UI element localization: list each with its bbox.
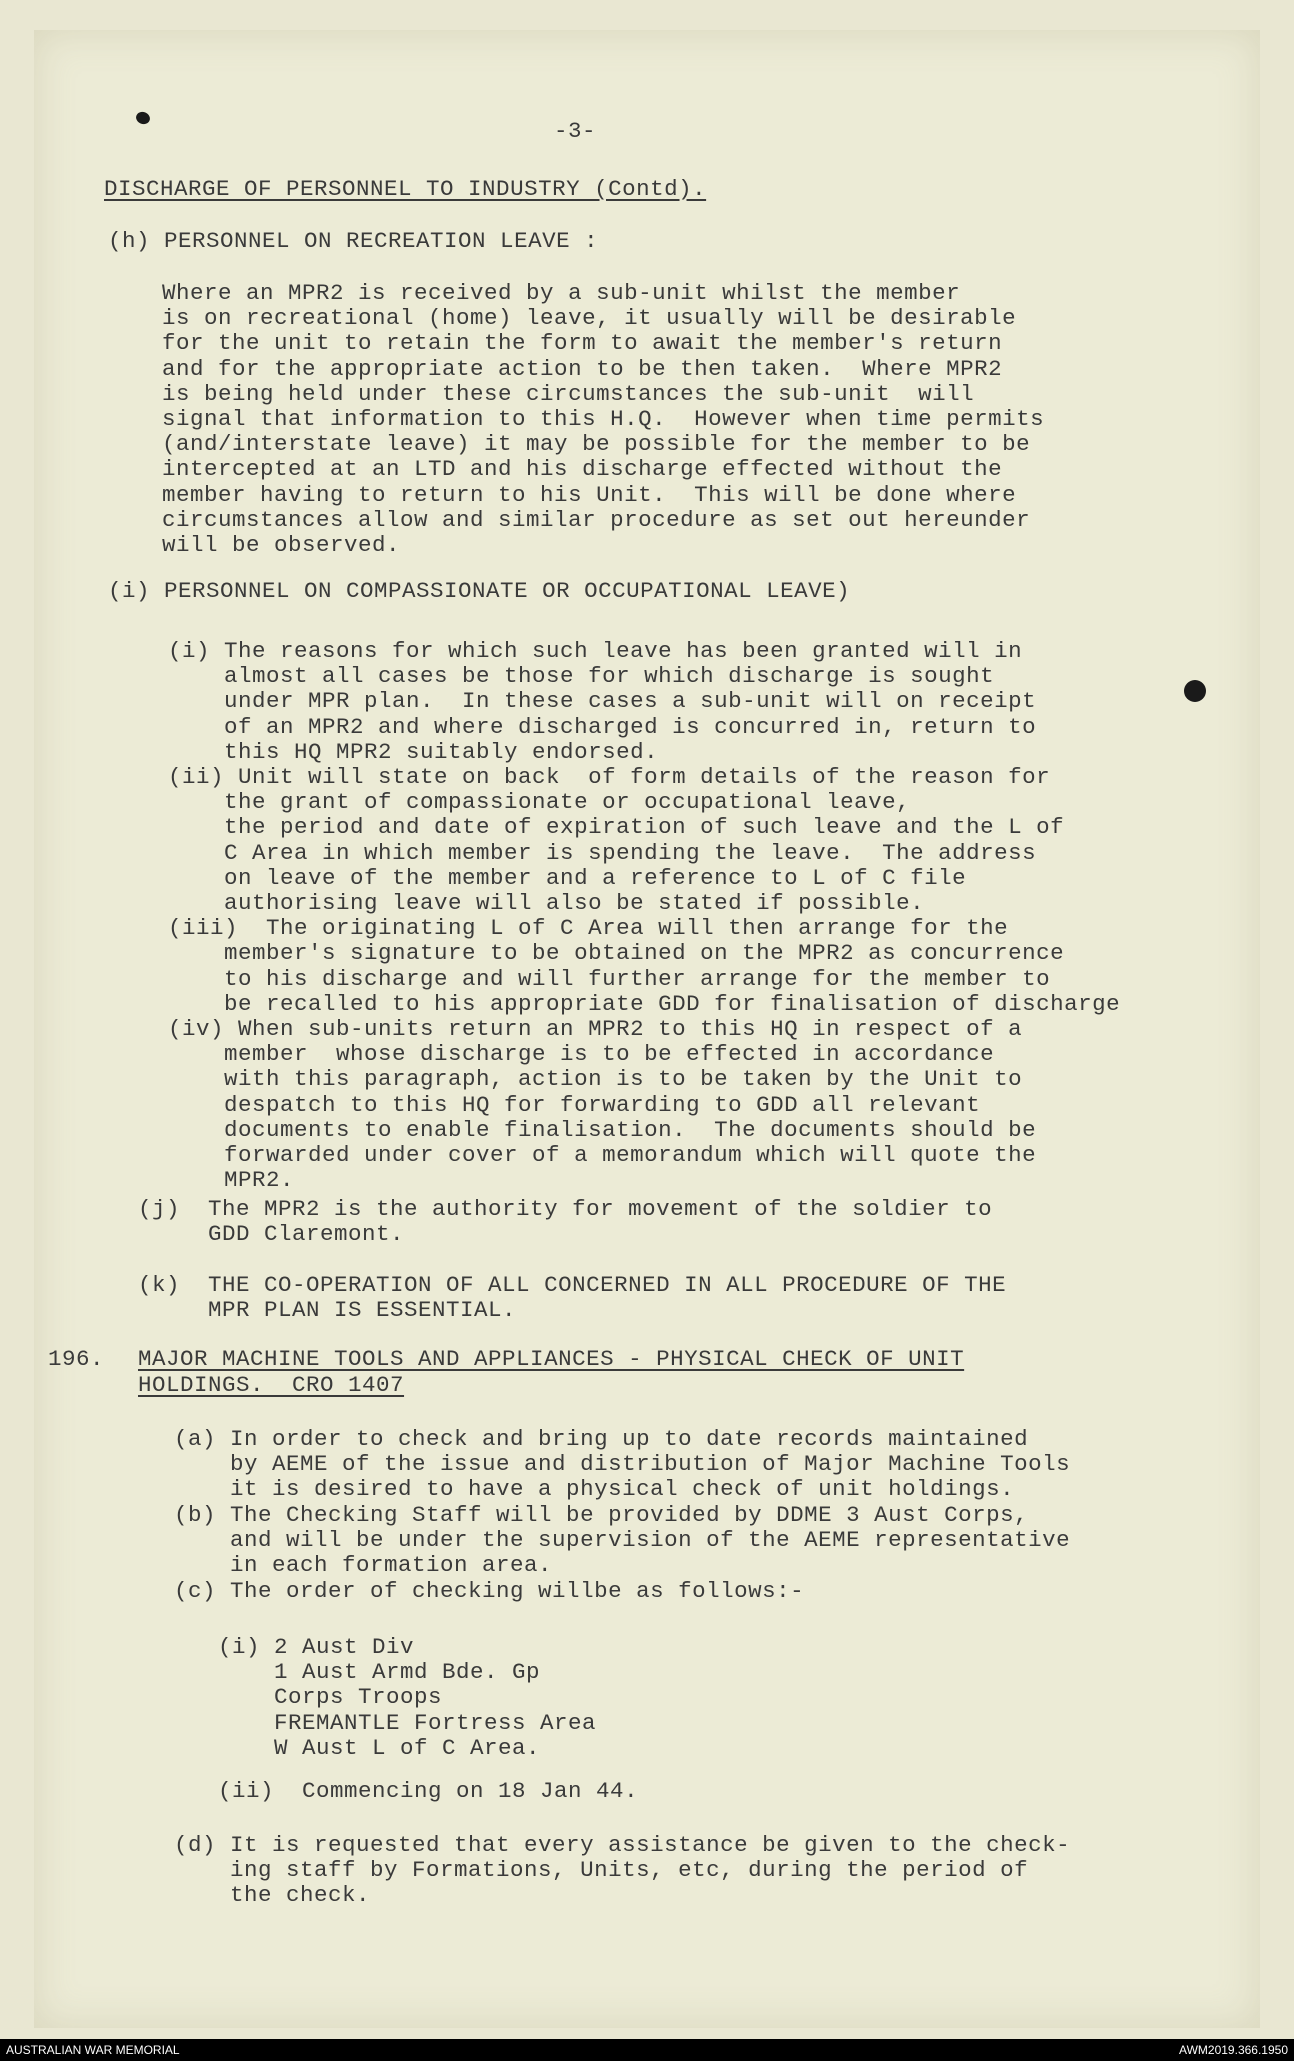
para-196-c-list-item: (i) 2 Aust Div xyxy=(218,1634,415,1660)
para-i-line: member whose discharge is to be effected in accordance xyxy=(168,1041,995,1068)
footer-left: AUSTRALIAN WAR MEMORIAL xyxy=(6,2043,180,2057)
para-k-line: (k) THE CO-OPERATION OF ALL CONCERNED IN ALL PROCEDURE OF THE xyxy=(138,1272,1007,1298)
footer-bar xyxy=(0,2039,1294,2061)
para-196-a-line: it is desired to have a physical check of unit holdings. xyxy=(174,1476,1015,1503)
para-h-line: Where an MPR2 is received by a sub-unit whilst the member xyxy=(162,280,961,306)
footer-right: AWM2019.366.1950 xyxy=(1179,2043,1288,2057)
para-i-line: under MPR plan. In these cases a sub-unit will on receipt xyxy=(168,688,1037,715)
para-h-line: and for the appropriate action to be then taken. Where MPR2 xyxy=(162,355,1003,382)
para-i-line: authorising leave will also be stated if possible. xyxy=(168,890,925,916)
para-i-line: (ii) Unit will state on back of form details of the reason for xyxy=(168,764,1051,790)
para-196-b-line: (b) The Checking Staff will be provided by DDME 3 Aust Corps, xyxy=(174,1502,1029,1528)
para-196-c-list-item: 1 Aust Armd Bde. Gp xyxy=(218,1659,541,1686)
para-196-d-line: the check. xyxy=(174,1882,371,1909)
document-sheet xyxy=(34,30,1260,2028)
para-196-title-2: HOLDINGS. CRO 1407 xyxy=(138,1372,405,1398)
ink-blot-mark xyxy=(134,110,151,126)
para-196-b-line: in each formation area. xyxy=(174,1552,553,1579)
para-h-line: circumstances allow and similar procedure as set out hereunder xyxy=(162,506,1031,533)
para-h-line: will be observed. xyxy=(162,532,401,558)
para-196-a-line: (a) In order to check and bring up to date records maintained xyxy=(174,1426,1029,1452)
page-number: -3- xyxy=(554,118,597,144)
para-i-line: be recalled to his appropriate GDD for finalisation of discharge xyxy=(168,990,1121,1017)
para-i-line: documents to enable finalisation. The documents should be xyxy=(168,1116,1037,1143)
para-h-line: intercepted at an LTD and his discharge effected without the xyxy=(162,456,1003,483)
para-196-c-list-item: Corps Troops xyxy=(218,1684,443,1711)
para-i-line: (i) The reasons for which such leave has been granted will in xyxy=(168,638,1023,664)
para-196-c-list-item: FREMANTLE Fortress Area xyxy=(218,1709,597,1736)
para-i-line: member's signature to be obtained on the MPR2 as concurrence xyxy=(168,940,1065,967)
para-h-line: is being held under these circumstances the sub-unit will xyxy=(162,380,975,407)
para-h-line: signal that information to this H.Q. However when time permits xyxy=(162,406,1045,432)
para-h-line: is on recreational (home) leave, it usually will be desirable xyxy=(162,305,1017,332)
para-196-title-1: MAJOR MACHINE TOOLS AND APPLIANCES - PHYSICAL CHECK OF UNIT xyxy=(138,1346,965,1372)
para-196-a-line: by AEME of the issue and distribution of Major Machine Tools xyxy=(174,1451,1071,1478)
para-i-line: to his discharge and will further arrange for the member to xyxy=(168,965,1051,992)
para-k-line: MPR PLAN IS ESSENTIAL. xyxy=(138,1297,517,1324)
para-196-b-line: and will be under the supervision of the AEME representative xyxy=(174,1527,1071,1554)
para-196-d-line: (d) It is requested that every assistance be given to the check- xyxy=(174,1832,1071,1858)
para-i-line: on leave of the member and a reference to L of C file xyxy=(168,864,967,891)
para-i-title: (i) PERSONNEL ON COMPASSIONATE OR OCCUPATIONAL LEAVE) xyxy=(108,578,851,604)
para-i-line: forwarded under cover of a memorandum which will quote the xyxy=(168,1142,1037,1168)
para-h-title: (h) PERSONNEL ON RECREATION LEAVE : xyxy=(108,228,599,254)
section-heading: DISCHARGE OF PERSONNEL TO INDUSTRY (Contd). xyxy=(104,176,707,202)
para-196-number: 196. xyxy=(48,1346,105,1372)
para-i-line: despatch to this HQ for forwarding to GDD all relevant xyxy=(168,1091,981,1118)
para-i-line: with this paragraph, action is to be taken by the Unit to xyxy=(168,1066,1023,1093)
para-i-line: almost all cases be those for which discharge is sought xyxy=(168,663,995,690)
para-196-d-line: ing staff by Formations, Units, etc, during the period of xyxy=(174,1857,1029,1884)
para-196-c-ii: (ii) Commencing on 18 Jan 44. xyxy=(218,1778,639,1804)
para-i-line: MPR2. xyxy=(168,1167,295,1194)
para-j-line: (j) The MPR2 is the authority for movement of the soldier to xyxy=(138,1196,993,1222)
para-i-line: (iii) The originating L of C Area will then arrange for the xyxy=(168,915,1009,942)
para-j-line: GDD Claremont. xyxy=(138,1221,405,1248)
para-h-line: member having to return to his Unit. This will be done where xyxy=(162,481,1017,508)
para-196-c-line: (c) The order of checking willbe as follows:- xyxy=(174,1578,805,1604)
para-i-line: the period and date of expiration of such leave and the L of xyxy=(168,814,1065,841)
para-h-line: for the unit to retain the form to await the member's return xyxy=(162,330,1003,357)
para-i-line: the grant of compassionate or occupational leave, xyxy=(168,789,911,816)
para-i-line: C Area in which member is spending the leave. The address xyxy=(168,839,1037,866)
para-h-line: (and/interstate leave) it may be possible for the member to be xyxy=(162,431,1031,458)
para-i-line: (iv) When sub-units return an MPR2 to this HQ in respect of a xyxy=(168,1016,1023,1042)
punch-hole-mark xyxy=(1184,680,1206,702)
para-196-c-list-item: W Aust L of C Area. xyxy=(218,1734,541,1761)
para-i-line: of an MPR2 and where discharged is concurred in, return to xyxy=(168,713,1037,740)
para-i-line: this HQ MPR2 suitably endorsed. xyxy=(168,738,659,765)
